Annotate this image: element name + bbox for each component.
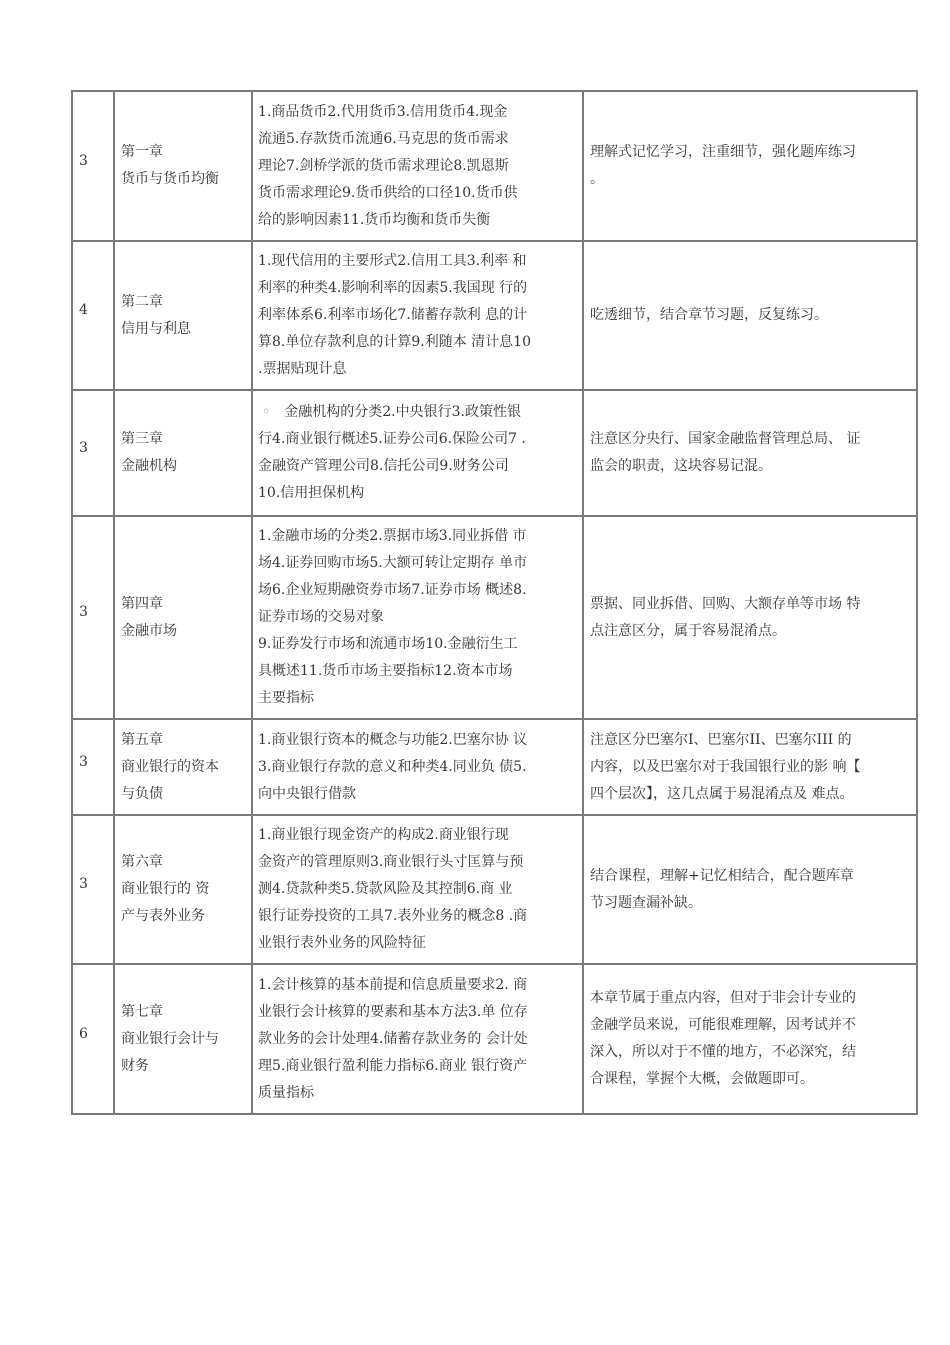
text-line: [258, 399, 580, 426]
text-line: 注意区分巴塞尔I、巴塞尔II、巴塞尔III 的: [590, 731, 852, 748]
score-cell: 6: [72, 964, 114, 1114]
text-line: 金融资产管理公司8.信托公司9.财务公司: [258, 458, 509, 474]
text-line: 监会的职责，这块容易记混。: [590, 458, 772, 474]
score-cell: 3: [72, 719, 114, 815]
chapter-cell: [114, 516, 252, 719]
text-line: 四个层次】，这几点属于易混淆点及 难点。: [590, 785, 854, 802]
text-line: 1.金融市场的分类2.票据市场3.同业拆借 市: [258, 528, 527, 544]
text-segment: 金融机构的分类2.中央银行3.政策性银: [284, 404, 521, 420]
table-row: [72, 964, 917, 1114]
text-line: 测4.贷款种类5.贷款风险及其控制6.商 业: [258, 881, 513, 897]
text-line: 本章节属于重点内容，但对于非会计专业的: [590, 990, 856, 1006]
text-line: 信用与利息: [121, 320, 191, 337]
advice-cell: [583, 815, 917, 964]
text-line: 证券市场的交易对象: [258, 609, 384, 625]
chapter-cell: [114, 815, 252, 964]
table-row: [72, 719, 917, 815]
text-line: 金融市场: [121, 622, 177, 639]
bullet-icon: ◦: [262, 404, 271, 420]
text-line: 第一章: [121, 144, 163, 160]
text-line: 3.商业银行存款的意义和种类4.同业负 债5.: [258, 758, 527, 775]
text-line: 货币需求理论9.货币供给的口径10.货币供: [258, 184, 518, 201]
advice-cell: [583, 964, 917, 1114]
text-line: 第七章: [121, 1003, 163, 1020]
score-cell: 3: [72, 91, 114, 241]
text-line: 货币与货币均衡: [121, 171, 219, 187]
text-line: 第二章: [121, 293, 163, 310]
text-line: 深入，所以对于不懂的地方，不必深究，结: [590, 1044, 856, 1060]
chapter-cell: [114, 91, 252, 241]
text-line: 与负债: [121, 785, 163, 802]
advice-cell: [583, 91, 917, 241]
text-line: 内容，以及巴塞尔对于我国银行业的影 响【: [590, 758, 861, 775]
score-cell: 3: [72, 390, 114, 516]
text-line: 结合课程，理解+记忆相结合，配合题库章: [590, 867, 854, 884]
content-cell: [252, 241, 583, 390]
table-row: [72, 390, 917, 516]
text-line: 金融机构: [121, 458, 177, 474]
text-line: 第五章: [121, 731, 163, 748]
text-line: 理5.商业银行盈利能力指标6.商业 银行资产: [258, 1057, 528, 1074]
content-cell: [252, 719, 583, 815]
table-row: [72, 91, 917, 241]
advice-cell: [583, 516, 917, 719]
text-line: 票据、同业拆借、回购、大额存单等市场 特: [590, 595, 861, 612]
text-line: 行4.商业银行概述5.证券公司6.保险公司7 .: [258, 431, 526, 447]
text-line: 1.商业银行现金资产的构成2.商业银行现: [258, 827, 509, 843]
text-line: 第四章: [121, 595, 163, 612]
text-line: 第三章: [121, 431, 163, 447]
text-line: 第六章: [121, 854, 163, 870]
text-line: 利率体系6.利率市场化7.储蓄存款利 息的计: [258, 307, 528, 323]
text-line: 商业银行的资本: [121, 758, 219, 775]
text-line: 商业银行会计与: [121, 1030, 219, 1047]
text-line: 注意区分央行、国家金融监督管理总局、 证: [590, 431, 861, 447]
text-line: 金融学员来说，可能很难理解，因考试并不: [590, 1017, 856, 1033]
chapter-cell: [114, 964, 252, 1114]
text-line: 向中央银行借款: [258, 785, 356, 802]
text-line: 主要指标: [258, 690, 314, 706]
text-line: 流通5.存款货币流通6.马克思的货币需求: [258, 130, 509, 147]
content-cell: [252, 91, 583, 241]
text-line: 理论7.剑桥学派的货币需求理论8.凯恩斯: [258, 157, 509, 174]
text-line: 合课程，掌握个大概，会做题即可。: [590, 1071, 814, 1087]
table-row: [72, 815, 917, 964]
chapter-cell: [114, 390, 252, 516]
text-line: 理解式记忆学习，注重细节，强化题库练习: [590, 144, 856, 160]
score-cell: 4: [72, 241, 114, 390]
text-line: 1.商业银行资本的概念与功能2.巴塞尔协 议: [258, 731, 528, 748]
chapter-cell: [114, 719, 252, 815]
content-cell: [252, 516, 583, 719]
text-line: 算8.单位存款利息的计算9.利随本 清计息10: [258, 334, 531, 350]
text-line: 金资产的管理原则3.商业银行头寸匡算与预: [258, 854, 524, 870]
text-line: 质量指标: [258, 1084, 314, 1101]
text-line: 1.会计核算的基本前提和信息质量要求2. 商: [258, 976, 528, 993]
text-line: 节习题查漏补缺。: [590, 894, 702, 911]
advice-cell: [583, 719, 917, 815]
text-line: 1.现代信用的主要形式2.信用工具3.利率 和: [258, 253, 527, 269]
table-row: [72, 241, 917, 390]
score-cell: 3: [72, 516, 114, 719]
text-line: 9.证券发行市场和流通市场10.金融衍生工: [258, 636, 518, 652]
content-cell: [252, 815, 583, 964]
text-line: 商业银行的 资: [121, 881, 210, 897]
text-line: 银行证券投资的工具7.表外业务的概念8 .商: [258, 908, 528, 924]
text-line: 业银行表外业务的风险特征: [258, 935, 426, 951]
text-line: 10.信用担保机构: [258, 485, 365, 501]
chapter-cell: [114, 241, 252, 390]
text-line: 具概述11.货币市场主要指标12.资本市场: [258, 663, 513, 679]
text-line: 业银行会计核算的要素和基本方法3.单 位存: [258, 1003, 528, 1020]
text-line: 给的影响因素11.货币均衡和货币失衡: [258, 211, 491, 228]
study-plan-table: [71, 90, 918, 1115]
text-line: 款业务的会计处理4.储蓄存款业务的 会计处: [258, 1030, 528, 1047]
content-cell: [252, 390, 583, 516]
table-row: [72, 516, 917, 719]
table-body: [72, 91, 917, 1114]
text-line: 场4.证券回购市场5.大额可转让定期存 单市: [258, 555, 528, 571]
text-line: .票据贴现计息: [258, 361, 347, 377]
text-line: 财务: [121, 1057, 149, 1074]
text-line: 吃透细节，结合章节习题，反复练习。: [590, 307, 828, 323]
advice-cell: [583, 241, 917, 390]
text-line: 产与表外业务: [121, 908, 205, 924]
text-line: 场6.企业短期融资券市场7.证券市场 概述8.: [258, 582, 527, 598]
text-line: 点注意区分，属于容易混淆点。: [590, 622, 786, 639]
score-cell: 3: [72, 815, 114, 964]
content-cell: [252, 964, 583, 1114]
advice-cell: [583, 390, 917, 516]
text-line: 利率的种类4.影响利率的因素5.我国现 行的: [258, 280, 528, 296]
text-line: 1.商品货币2.代用货币3.信用货币4.现金: [258, 103, 508, 120]
text-line: 。: [590, 171, 604, 187]
